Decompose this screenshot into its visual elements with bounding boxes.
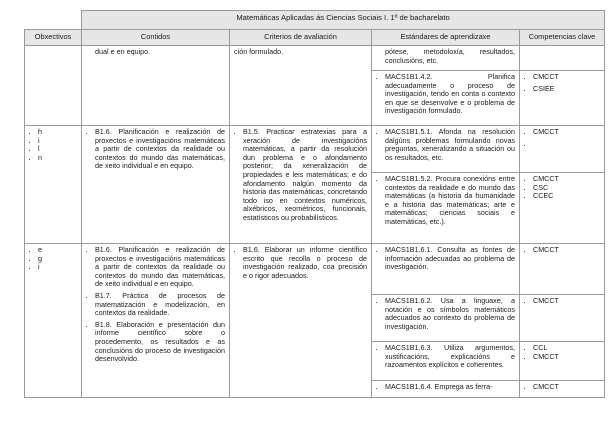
table-row <box>25 126 605 173</box>
competence-item: • CCL <box>533 344 600 353</box>
header-competences: Competencias clave <box>520 30 605 46</box>
objectives-cell <box>25 244 82 398</box>
header-objectives: Obxectivos <box>25 30 82 46</box>
contents-cell <box>82 244 230 398</box>
competence-item: • CSIEE <box>533 85 600 94</box>
objective-item: • i <box>38 263 77 272</box>
competence-item: • CSC <box>533 184 600 193</box>
standard-cell <box>372 126 520 173</box>
table-row <box>25 46 605 71</box>
objectives-cell <box>25 126 82 244</box>
competences-cell <box>520 381 605 398</box>
objective-item: • i <box>38 137 77 146</box>
contents-cell: dual e en equipo. <box>82 46 230 126</box>
standard-cell <box>372 295 520 342</box>
objective-item: • h <box>38 128 77 137</box>
objective-item: • g <box>38 255 77 264</box>
standard-item: • MACS1B1.6.3. Utiliza argumentos, xustificacións, explicacións e razoamentos explícitos e coherentes. <box>385 344 515 370</box>
criteria-cell: ción formulado. <box>230 46 372 126</box>
header-criteria: Criterios de avaliación <box>230 30 372 46</box>
standard-item: • MACS1B1.6.4. Emprega as ferra- <box>385 383 515 392</box>
criterion-item: • B1.6. Elaborar un informe científico escrito que recolla o proceso de investigación realizado, coa precisión e o rigor adecuados. <box>243 246 367 280</box>
competence-item: • CMCCT <box>533 353 600 362</box>
competences-cell <box>520 71 605 126</box>
competences-cell <box>520 244 605 295</box>
content-item: • B1.6. Planificación e realización de proxectos e investigacións matemáticas a partir de contextos da realidade ou contextos do mundo das matemáticas, de xeito individual e en equipo. <box>95 128 225 171</box>
standard-cell <box>372 244 520 295</box>
criteria-cell <box>230 244 372 398</box>
standard-item: • MACS1B1.5.2. Procura conexións entre contextos da realidade e do mundo das matemáticas (a historia da humanidade e a historia das matemáticas; arte e matemáticas; ciencias sociais e matemáticas, etc.). <box>385 175 515 227</box>
content-item: • B1.7. Práctica de procesos de matematización e modelización, en contextos da realidade. <box>95 292 225 318</box>
competences-cell <box>520 126 605 173</box>
competences-cell <box>520 173 605 244</box>
competences-cell <box>520 342 605 381</box>
standard-cell: pótese, metodoloxía, resultados, conclusións, etc. <box>372 46 520 71</box>
standard-cell <box>372 71 520 126</box>
standard-cell <box>372 381 520 398</box>
competence-item: • CMCCT <box>533 128 600 137</box>
objective-item: • e <box>38 246 77 255</box>
table-title: Matemáticas Aplicadas ás Ciencias Sociais I. 1º de bacharelato <box>82 11 605 30</box>
curriculum-table <box>24 10 605 398</box>
curriculum-table-page <box>24 10 604 398</box>
standard-cell <box>372 342 520 381</box>
objective-item: • l <box>38 145 77 154</box>
competence-item: • CMCCT <box>533 73 600 82</box>
competence-item: • CCEC <box>533 192 600 201</box>
objectives-cell <box>25 46 82 126</box>
competence-item: • CMCCT <box>533 383 600 392</box>
competence-item: • CMCCT <box>533 175 600 184</box>
criterion-item: • B1.5. Practicar estratexias para a xeración de investigacións matemáticas, a partir da resolución dun problema e o afondamento posterior; da xeneralización de propiedades e leis matemáticas; e do afondamento nalgún momento da historia das matemáticas, concretando todo iso en contextos numéricos, alxébricos, xeométricos, funcionais, estatísticos ou probabilísticos. <box>243 128 367 223</box>
content-item: • B1.8. Elaboración e presentación dun informe científico sobre o procedemento, os resultados e as conclusións do proceso de investigación desenvolvido. <box>95 321 225 364</box>
objective-item: • n <box>38 154 77 163</box>
competence-item: • CMCCT <box>533 297 600 306</box>
header-standards: Estándares de aprendizaxe <box>372 30 520 46</box>
competences-cell <box>520 46 605 71</box>
table-row <box>25 244 605 295</box>
standard-item: • MACS1B1.6.2. Usa a linguaxe, a notación e os símbolos matemáticos adecuados ao contexto do problema de investigación. <box>385 297 515 331</box>
standard-item: • MACS1B1.6.1. Consulta as fontes de información adecuadas ao problema de investigación. <box>385 246 515 272</box>
competences-cell <box>520 295 605 342</box>
header-contents: Contidos <box>82 30 230 46</box>
standard-item: • MACS1B1.4.2. Planifica adecuadamente o proceso de investigación, tendo en conta o contexto en que se desenvolve e o problema de investigación formulado. <box>385 73 515 116</box>
standard-cell <box>372 173 520 244</box>
contents-cell <box>82 126 230 244</box>
competence-item: • CMCCT <box>533 246 600 255</box>
criteria-cell <box>230 126 372 244</box>
standard-item: • MACS1B1.5.1. Afonda na resolución dalgúns problemas formulando novas preguntas, xeneralizando a situación ou os resultados, etc. <box>385 128 515 162</box>
content-item: • B1.6. Planificación e realización de proxectos e investigacións matemáticas a partir de contextos da realidade ou contextos do mundo das matemáticas, de xeito individual e en equipo. <box>95 246 225 289</box>
title-spacer <box>25 11 82 30</box>
competence-item <box>533 140 600 149</box>
